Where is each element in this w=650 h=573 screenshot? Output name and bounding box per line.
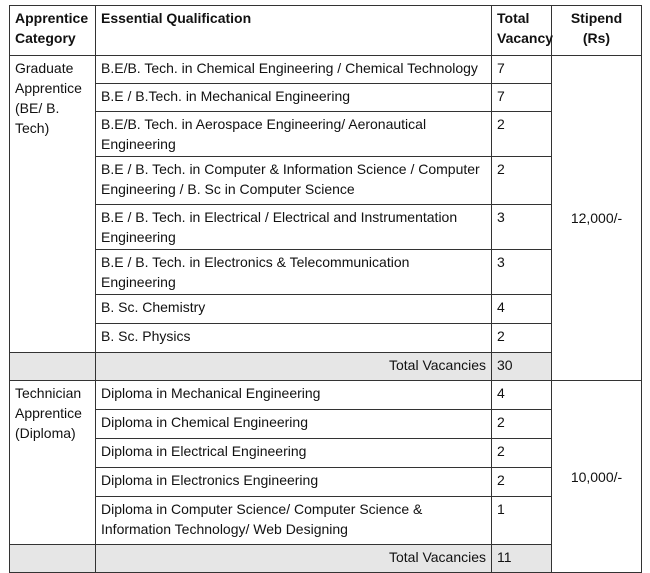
vacancy-cell: 2 — [492, 324, 552, 353]
qualification-cell: B.E/B. Tech. in Aerospace Engineering/ Aeronautical Engineering — [96, 112, 492, 157]
total-value: 11 — [492, 545, 552, 573]
qualification-cell: Diploma in Electrical Engineering — [96, 439, 492, 468]
category-line: (Diploma) — [15, 425, 76, 441]
header-vacancy-line: Total — [497, 10, 530, 26]
table-row — [10, 295, 642, 324]
vacancy-cell: 7 — [492, 56, 552, 84]
category-line: Graduate — [15, 60, 74, 76]
vacancy-cell: 4 — [492, 295, 552, 324]
header-vacancy-line: Vacancy — [497, 30, 554, 46]
vacancy-cell: 2 — [492, 468, 552, 497]
table-row — [10, 157, 642, 205]
category-cell-graduate — [10, 56, 96, 353]
header-stipend: Stipend (Rs) — [552, 6, 642, 56]
vacancy-cell: 3 — [492, 205, 552, 250]
category-line: Technician — [15, 385, 82, 401]
qualification-cell: B.E / B. Tech. in Computer & Information Science / Computer Engineering / B. Sc in Computer Science — [96, 157, 492, 205]
total-label: Total Vacancies — [96, 353, 492, 381]
total-row — [10, 545, 642, 573]
qualification-cell: B.E / B.Tech. in Mechanical Engineering — [96, 84, 492, 112]
table-row — [10, 205, 642, 250]
total-blank-cell — [10, 353, 96, 381]
category-line: Apprentice — [15, 405, 82, 421]
table-row — [10, 84, 642, 112]
qualification-cell: Diploma in Chemical Engineering — [96, 410, 492, 439]
qualification-cell: B. Sc. Chemistry — [96, 295, 492, 324]
table-row — [10, 56, 642, 84]
total-label: Total Vacancies — [96, 545, 492, 573]
table-row — [10, 324, 642, 353]
stipend-cell-technician: 10,000/- — [552, 381, 642, 573]
header-vacancy — [492, 6, 552, 56]
vacancy-cell: 3 — [492, 250, 552, 295]
vacancy-cell: 2 — [492, 112, 552, 157]
table-row — [10, 381, 642, 410]
category-cell-technician — [10, 381, 96, 545]
header-category-line: Apprentice — [15, 10, 89, 26]
vacancy-cell: 2 — [492, 439, 552, 468]
header-category — [10, 6, 96, 56]
qualification-cell: Diploma in Electronics Engineering — [96, 468, 492, 497]
category-line: (BE/ B. Tech) — [15, 100, 60, 136]
total-blank-cell — [10, 545, 96, 573]
qualification-cell: B.E / B. Tech. in Electronics & Telecommunication Engineering — [96, 250, 492, 295]
header-qualification: Essential Qualification — [96, 6, 492, 56]
qualification-cell: B.E/B. Tech. in Chemical Engineering / Chemical Technology — [96, 56, 492, 84]
table-row — [10, 112, 642, 157]
vacancy-cell: 2 — [492, 157, 552, 205]
vacancy-cell: 2 — [492, 410, 552, 439]
table-row — [10, 468, 642, 497]
total-value: 30 — [492, 353, 552, 381]
qualification-cell: B. Sc. Physics — [96, 324, 492, 353]
qualification-cell: Diploma in Mechanical Engineering — [96, 381, 492, 410]
qualification-cell: Diploma in Computer Science/ Computer Science & Information Technology/ Web Designing — [96, 497, 492, 545]
vacancy-cell: 7 — [492, 84, 552, 112]
vacancy-cell: 4 — [492, 381, 552, 410]
category-line: Apprentice — [15, 80, 82, 96]
header-row — [10, 6, 642, 56]
vacancy-table — [9, 5, 642, 573]
vacancy-cell: 1 — [492, 497, 552, 545]
qualification-cell: B.E / B. Tech. in Electrical / Electrical and Instrumentation Engineering — [96, 205, 492, 250]
table-row — [10, 250, 642, 295]
table-row — [10, 497, 642, 545]
stipend-cell-graduate: 12,000/- — [552, 56, 642, 381]
table-row — [10, 439, 642, 468]
total-row — [10, 353, 642, 381]
table-row — [10, 410, 642, 439]
header-category-line: Category — [15, 30, 76, 46]
